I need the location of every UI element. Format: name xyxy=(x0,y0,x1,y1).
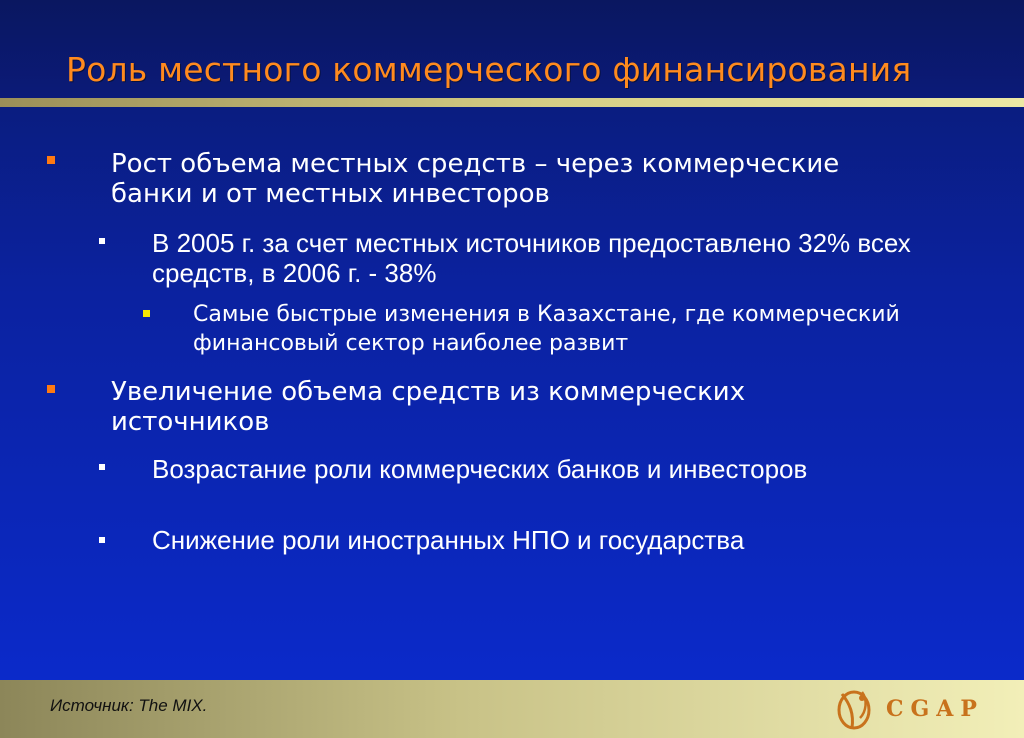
square-bullet-icon xyxy=(99,537,105,543)
title-divider xyxy=(0,98,1024,107)
square-bullet-icon xyxy=(99,238,105,244)
bullet-text: В 2005 г. за счет местных источников предоставлено 32% всех средств, в 2006 г. - 38% xyxy=(152,228,911,289)
bullet-text: Возрастание роли коммерческих банков и инвесторов xyxy=(152,454,808,484)
slide-content xyxy=(0,107,1024,680)
slide-title: Роль местного коммерческого финансирования xyxy=(66,50,912,89)
square-bullet-icon xyxy=(47,385,55,393)
cgap-emblem-icon xyxy=(832,684,882,734)
bullet-text: Рост объема местных средств – через коммерческие банки и от местных инвесторов xyxy=(111,149,840,210)
footer xyxy=(0,680,1024,738)
bullet-text: Увеличение объема средств из коммерческих источников xyxy=(111,377,746,438)
source-note: Источник: The MIX. xyxy=(50,696,208,715)
cgap-logo xyxy=(832,684,1012,734)
title-bar xyxy=(0,0,1024,98)
square-bullet-icon xyxy=(47,156,55,164)
square-bullet-icon xyxy=(143,310,150,317)
logo-text: CGAP xyxy=(886,696,984,722)
square-bullet-icon xyxy=(99,464,105,470)
bullet-text: Самые быстрые изменения в Казахстане, где коммерческий финансовый сектор наиболее развит xyxy=(193,302,900,356)
bullet-text: Снижение роли иностранных НПО и государства xyxy=(152,525,745,555)
